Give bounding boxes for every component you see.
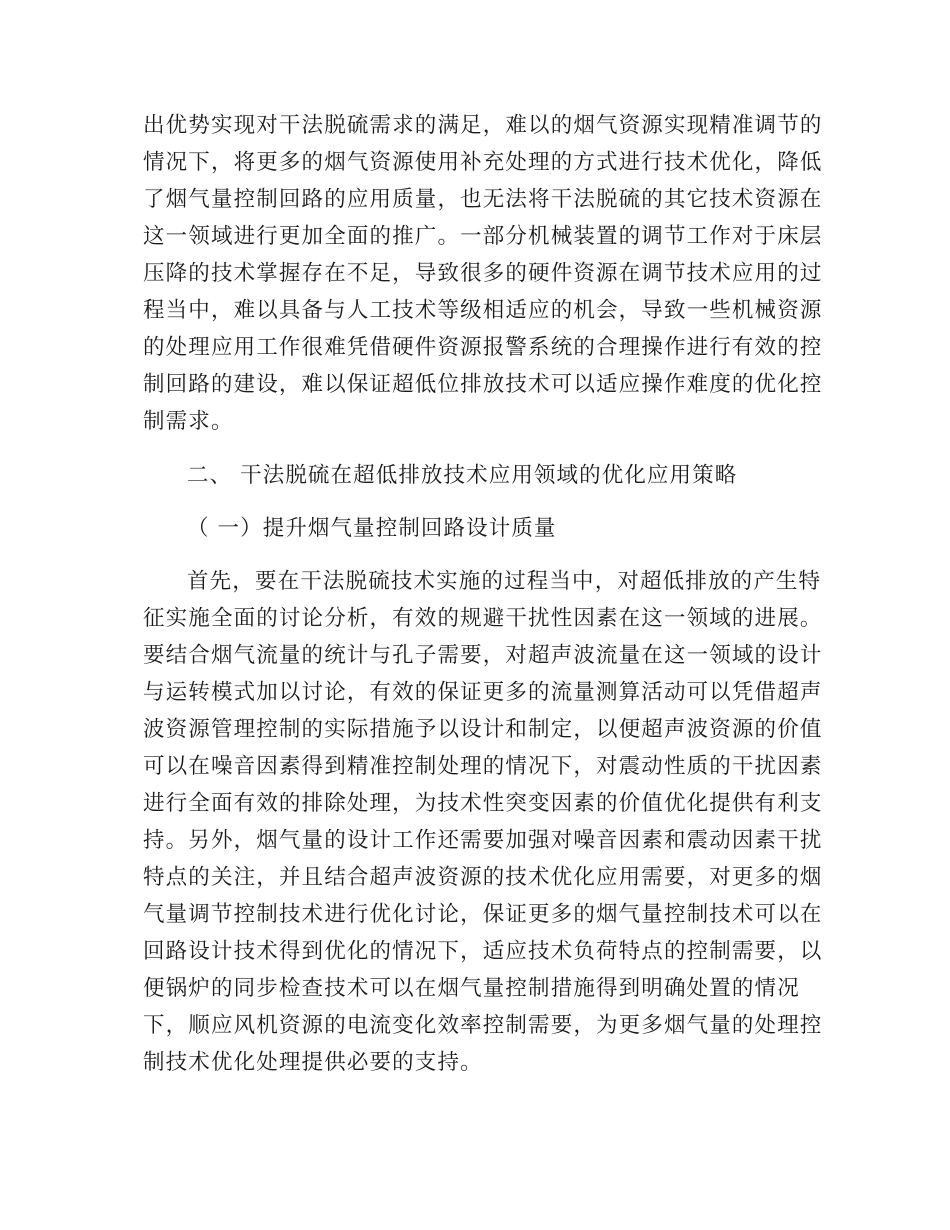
text-line: 首先，要在干法脱硫技术实施的过程当中，对超低排放的产生特	[187, 569, 822, 594]
text-line: 制技术优化处理提供必要的支持。	[143, 1050, 483, 1075]
text-line: 波资源管理控制的实际措施予以设计和制定，以便超声波资源的价值	[143, 717, 823, 742]
text-line: 进行全面有效的排除处理，为技术性突变因素的价值优化提供有利支	[143, 791, 823, 816]
text-line: 便锅炉的同步检查技术可以在烟气量控制措施得到明确处置的情况	[143, 976, 800, 1001]
text-line: 这一领域进行更加全面的推广。一部分机械装置的调节工作对于床层	[143, 224, 823, 249]
text-line: 压降的技术掌握存在不足，导致很多的硬件资源在调节技术应用的过	[143, 261, 823, 286]
text-line: 特点的关注，并且结合超声波资源的技术优化应用需要，对更多的烟	[143, 865, 823, 890]
section-heading: 二、 干法脱硫在超低排放技术应用领域的优化应用策略	[187, 463, 738, 488]
text-line: 了烟气量控制回路的应用质量，也无法将干法脱硫的其它技术资源在	[143, 187, 823, 212]
text-line: 制回路的建设，难以保证超低位排放技术可以适应操作难度的优化控	[143, 372, 823, 397]
text-line: 制需求。	[143, 409, 234, 434]
text-line: 程当中，难以具备与人工技术等级相适应的机会，导致一些机械资源	[143, 298, 823, 323]
text-line: 持。另外，烟气量的设计工作还需要加强对噪音因素和震动因素干扰	[143, 828, 823, 853]
text-line: 征实施全面的讨论分析，有效的规避干扰性因素在这一领域的进展。	[143, 606, 823, 631]
text-line: 情况下，将更多的烟气资源使用补充处理的方式进行技术优化，降低	[143, 150, 823, 175]
text-line: 气量调节控制技术进行优化讨论，保证更多的烟气量控制技术可以在	[143, 902, 823, 927]
text-line: 下，顺应风机资源的电流变化效率控制需要，为更多烟气量的处理控	[143, 1013, 823, 1038]
text-line: 要结合烟气流量的统计与孔子需要，对超声波流量在这一领域的设计	[143, 643, 823, 668]
text-line: 可以在噪音因素得到精准控制处理的情况下，对震动性质的干扰因素	[143, 754, 823, 779]
text-line: 与运转模式加以讨论，有效的保证更多的流量测算活动可以凭借超声	[143, 680, 823, 705]
text-line: 的处理应用工作很难凭借硬件资源报警系统的合理操作进行有效的控	[143, 335, 823, 360]
text-line: 回路设计技术得到优化的情况下，适应技术负荷特点的控制需要，以	[143, 939, 823, 964]
subsection-heading: （ 一）提升烟气量控制回路设计质量	[187, 516, 557, 541]
text-line: 出优势实现对干法脱硫需求的满足，难以的烟气资源实现精准调节的	[143, 113, 823, 138]
